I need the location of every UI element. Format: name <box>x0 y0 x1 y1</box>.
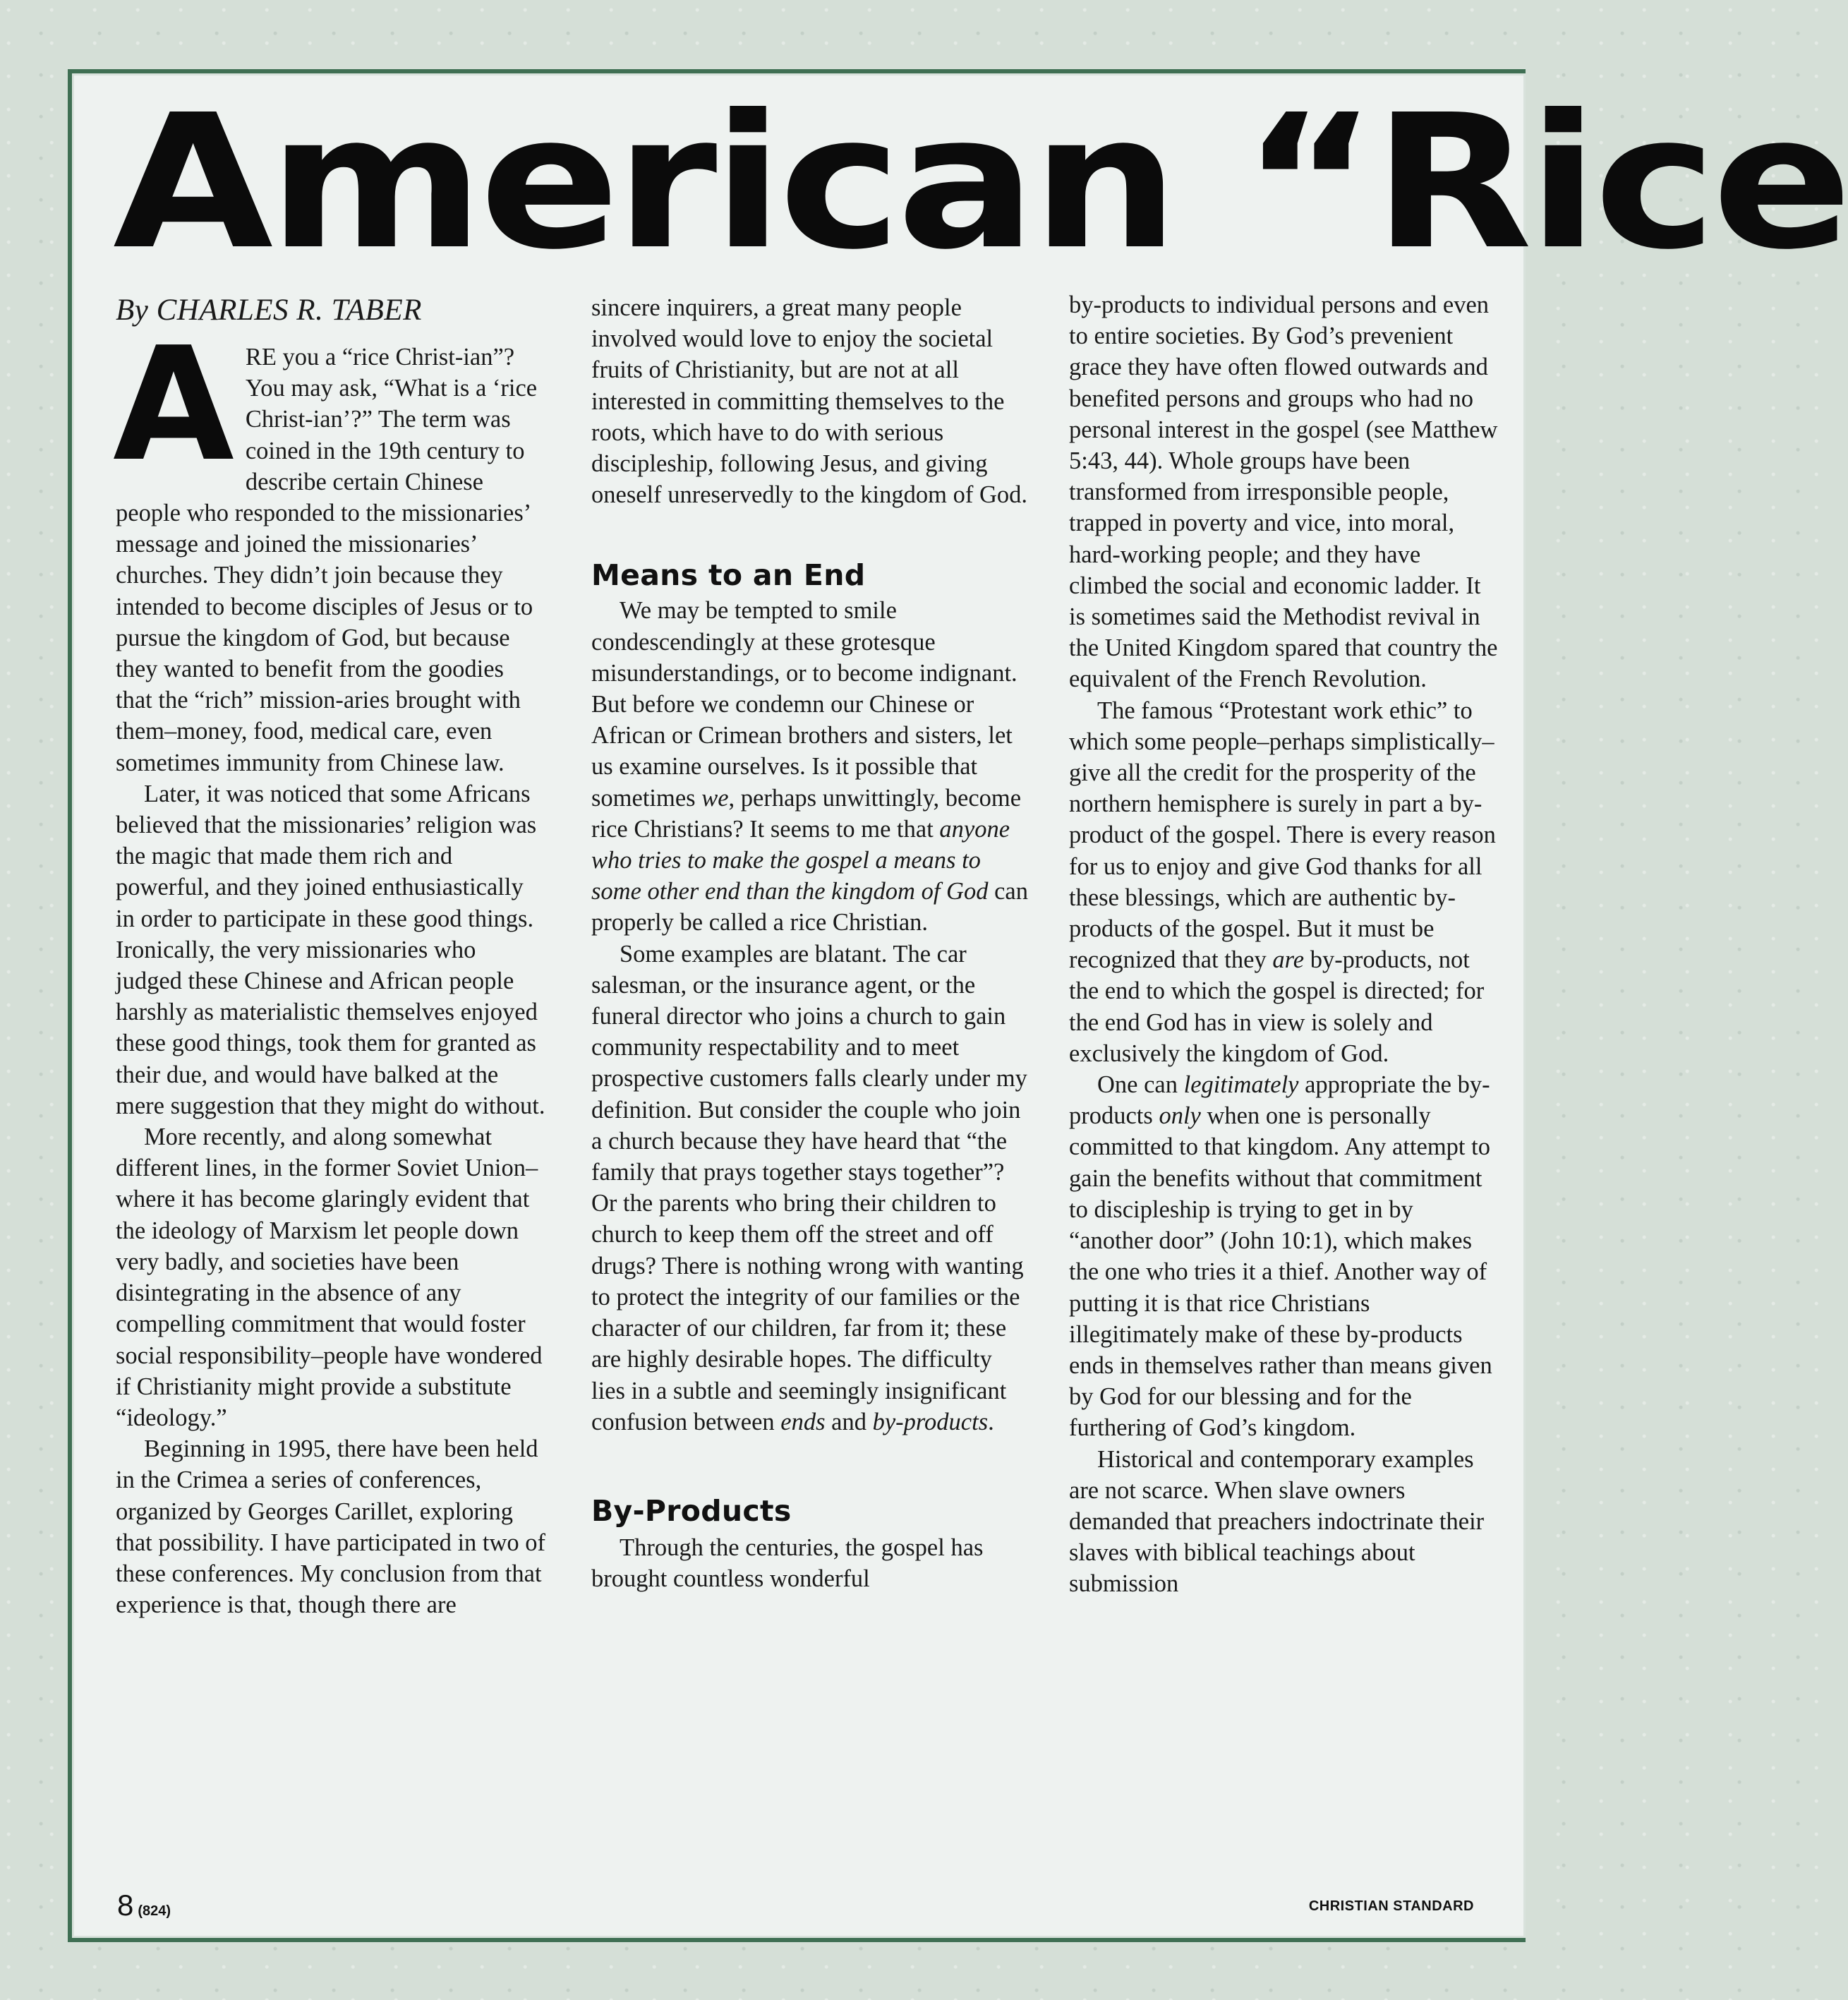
column-2 <box>591 292 1029 1594</box>
paragraph: Beginning in 1995, there have been held in the Crimea a series of conferences, organized by Georges Carillet, exploring that possibility. I have participated in two of these conferences. My conclusion from that experience is that, though there are <box>116 1435 546 1619</box>
paragraph: sincere inquirers, a great many people involved would love to enjoy the societal fruits of Christianity, but are not at all interested in committing themselves to the roots, which have to do with serious discipleship, following Jesus, and giving oneself unreservedly to the kingdom of God. <box>591 294 1027 509</box>
magazine-name: CHRISTIAN STANDARD <box>1308 1898 1474 1914</box>
paragraph: Historical and contemporary examples are not scarce. When slave owners demanded that preachers indoctrinate their slaves with biblical teachings about submission <box>1069 1445 1485 1598</box>
page-number: 8 (824) <box>117 1888 171 1922</box>
column-3 <box>1069 289 1499 1600</box>
column-1 <box>113 289 546 1620</box>
paragraph: Later, it was noticed that some Africans believed that the missionaries’ religion was the magic that made them rich and powerful, and they joined enthusiastically in order to participate in these good things. Ironically, the very missionaries who judged these Chinese and African people harshly as materialistic themselves enjoyed these good things, took them for granted as their due, and would have balked at the mere suggestion that they might do without. <box>116 780 545 1119</box>
paragraph: One can legitimately appropriate the by-products only when one is personally committed to that kingdom. Any attempt to gain the benefits without that commitment to discipleship is trying to get in by “another door” (John 10:1), which makes the one who tries it a thief. Another way of putting it is that rice Christians illegitimately make of these by-products ends in themselves rather than means given by God for our blessing and for the furthering of God’s kingdom. <box>1069 1071 1492 1442</box>
paragraph: by-products to individual persons and even to entire societies. By God’s prevenient grace they have often flowed outwards and benefited persons and groups who had no personal interest in the gospel (see Matthew 5:43, 44). Whole groups have been transformed from irresponsible people, trapped in poverty and vice, into moral, hard-working people; and they have climbed the social and economic ladder. It is sometimes said the Methodist revival in the United Kingdom spared that country the equivalent of the French Revolution. <box>1069 291 1498 693</box>
byline: By CHARLES R. TABER <box>116 294 422 327</box>
paragraph: Some examples are blatant. The car salesman, or the insurance agent, or the funeral director who joins a church to gain community respectability and to meet prospective customers falls clearly under my definition. But consider the couple who join a church because they have heard that “the family that prays together stays together”? Or the parents who bring their children to church to keep them off the street and off drugs? There is nothing wrong with wanting to protect the integrity of our families or the character of our children, far from it; these are highly desirable hopes. The difficulty lies in a subtle and seemingly insignificant confusion between ends and by-products. <box>591 940 1027 1435</box>
subhead-means-to-an-end: Means to an End <box>591 558 866 593</box>
article-title: American “Rice <box>113 75 1848 290</box>
drop-cap: A <box>113 314 234 496</box>
paragraph: We may be tempted to smile condescendingly at these grotesque misunderstandings, or to become indignant. But before we condemn our Chinese or African or Crimean brothers and sisters, let us examine ourselves. Is it possible that sometimes we, perhaps unwittingly, become rice Christians? It seems to me that anyone who tries to make the gospel a means to some other end than the kingdom of God can properly be called a rice Christian. <box>591 597 1028 936</box>
paragraph: ARE you a “rice Christ-ian”? You may ask, “What is a ‘rice Christ-ian’?” The term was coined in the 19th century to describe certain Chinese people who responded to the missionaries’ message and joined the missionaries’ churches. They didn’t join because they intended to become disciples of Jesus or to pursue the kingdom of God, but because they wanted to benefit from the goodies that the “rich” mission-aries brought with them–money, food, medical care, even sometimes immunity from Chinese law. <box>113 314 538 776</box>
paragraph: More recently, and along somewhat different lines, in the former Soviet Union–where it has become glaringly evident that the ideology of Marxism let people down very badly, and societies have been disintegrating in the absence of any compelling commitment that would foster social responsibility–people have wondered if Christianity might provide a substitute “ideology.” <box>116 1124 543 1431</box>
paragraph: The famous “Protestant work ethic” to which some people–perhaps simplistically–give all the credit for the prosperity of the northern hemisphere is surely in part a by-product of the gospel. There is every reason for us to enjoy and give God thanks for all these blessings, which are authentic by-products of the gospel. But it must be recognized that they are by-products, not the end to which the gospel is directed; for the end God has in view is solely and exclusively the kingdom of God. <box>1069 697 1496 1067</box>
paragraph: Through the centuries, the gospel has brought countless wonderful <box>591 1534 984 1593</box>
subhead-by-products: By-Products <box>591 1493 792 1528</box>
